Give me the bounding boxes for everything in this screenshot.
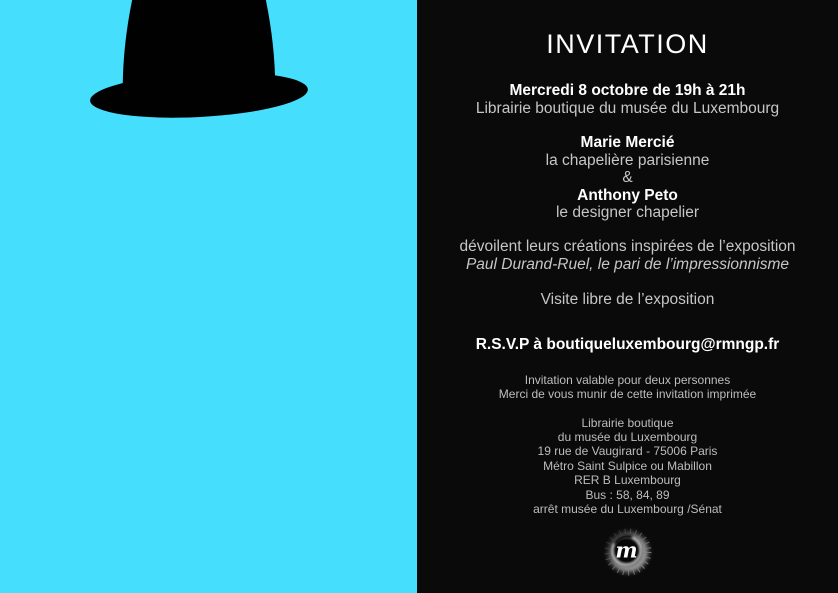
note-validity: Invitation valable pour deux personnes: [524, 372, 731, 387]
notes-block: [417, 373, 838, 401]
address-line: Bus : 58, 84, 89: [585, 487, 670, 502]
bowler-hat-icon: [0, 0, 417, 170]
designer1-name: Marie Mercié: [580, 134, 675, 151]
event-intro: dévoilent leurs créations inspirées de l’exposition: [459, 237, 796, 255]
address-line: Métro Saint Sulpice ou Mabillon: [543, 458, 712, 473]
invitation-panel: [417, 0, 838, 593]
designers-block: [417, 134, 838, 222]
designer1-role: la chapelière parisienne: [545, 151, 710, 169]
event-datetime: Mercredi 8 octobre de 19h à 21h: [509, 82, 746, 99]
designer2-name: Anthony Peto: [577, 186, 678, 204]
ampersand: &: [622, 169, 633, 186]
datetime-block: [417, 82, 838, 118]
logo-letter: m: [614, 537, 638, 563]
address-block: [417, 416, 838, 517]
exhibition-title: Paul Durand-Ruel, le pari de l’impressionnisme: [465, 255, 790, 273]
rsvp-line: R.S.V.P à boutiqueluxembourg@rmngp.fr: [475, 335, 780, 353]
address-line: Librairie boutique: [581, 415, 674, 430]
invitation-title: INVITATION: [546, 29, 709, 59]
rmn-logo-icon: [602, 526, 654, 578]
address-line: RER B Luxembourg: [574, 473, 681, 488]
event-description-block: [417, 238, 838, 274]
logo-container: [417, 526, 838, 578]
visit-note: Visite libre de l’exposition: [540, 290, 715, 308]
left-panel: [0, 0, 417, 593]
event-venue: Librairie boutique du musée du Luxembourg: [475, 100, 780, 117]
note-print: Merci de vous munir de cette invitation imprimée: [498, 386, 757, 401]
designer2-role: le designer chapelier: [555, 204, 700, 221]
address-line: du musée du Luxembourg: [557, 429, 698, 444]
address-line: 19 rue de Vaugirard - 75006 Paris: [537, 444, 718, 459]
address-line: arrêt musée du Luxembourg /Sénat: [533, 501, 722, 516]
